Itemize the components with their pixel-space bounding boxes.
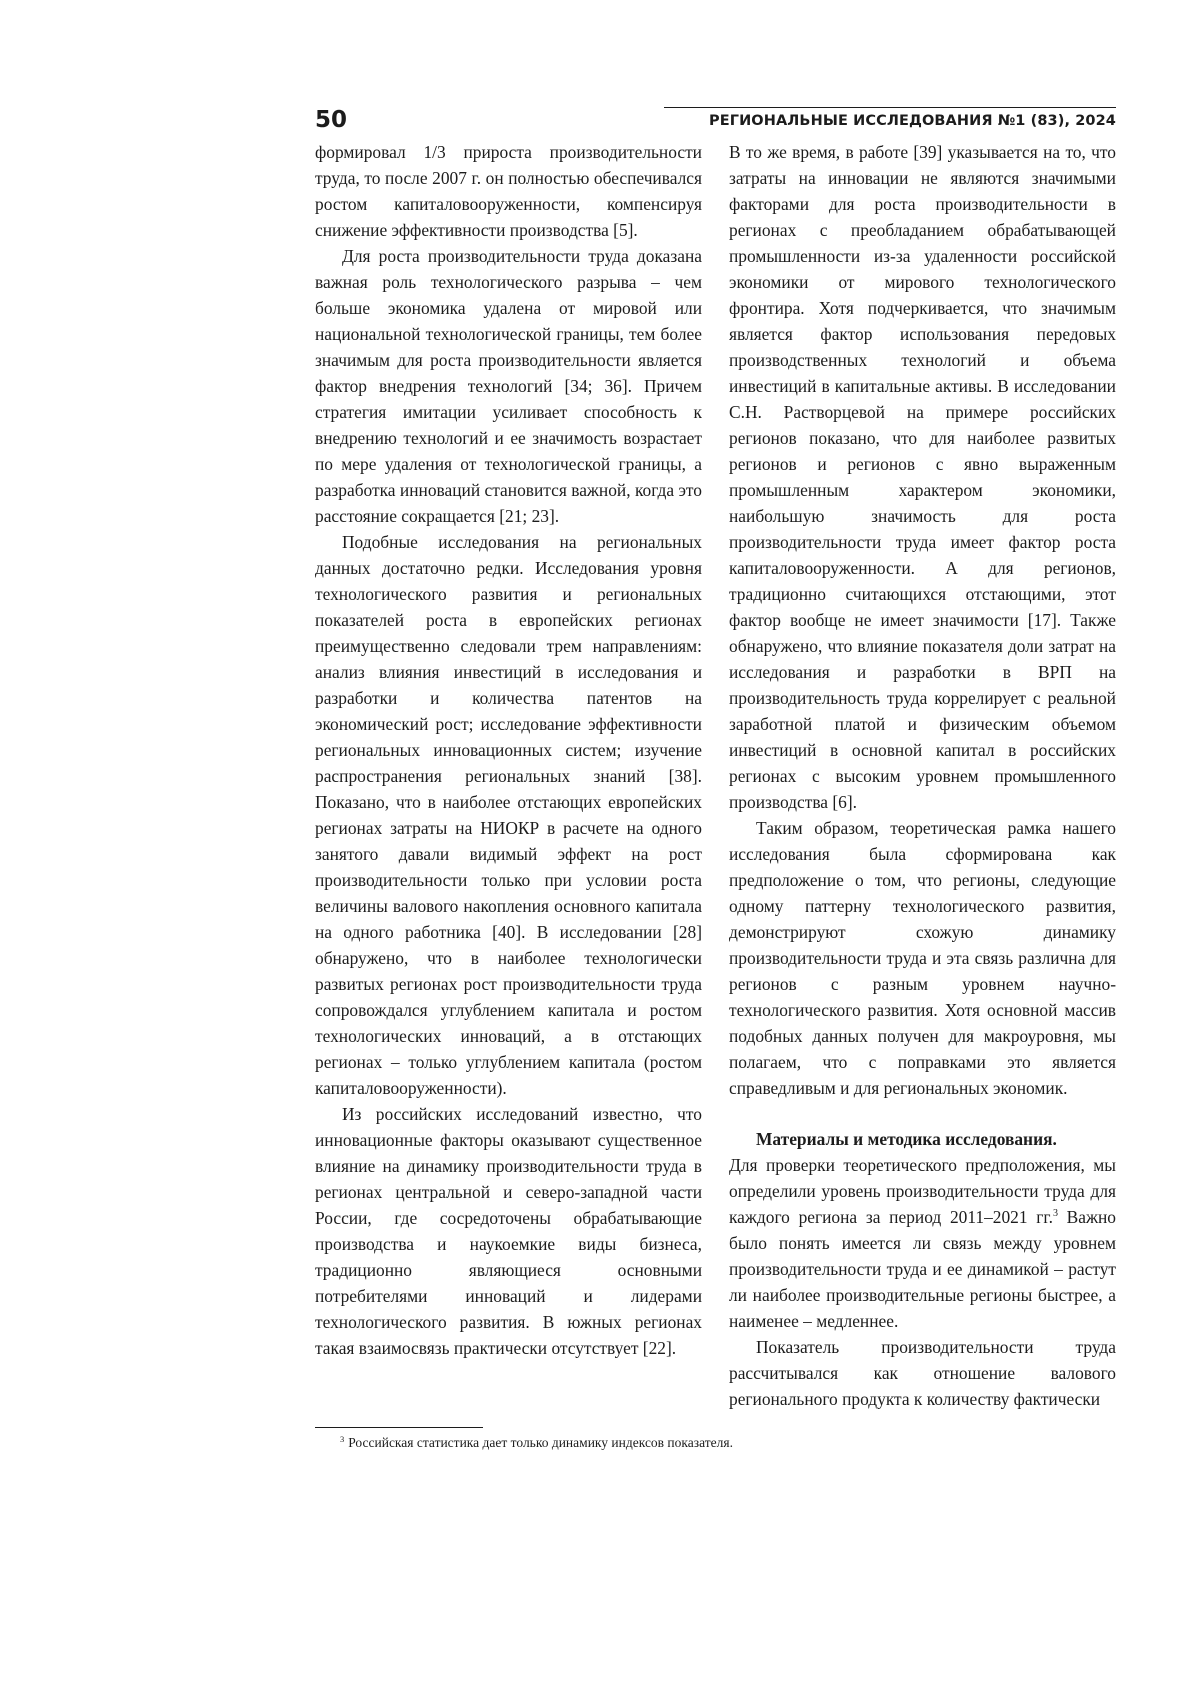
footnote-text: Российская статистика дает только динамику индексов показателя. [348,1435,733,1450]
footnote [340,1434,1116,1452]
paragraph-text: Важно было понять имеется ли связь между уровнем производительности труда и ее динамикой – растут ли наиболее производительные регионы быстрее, а наименее – медленнее. [729,1207,1117,1331]
footnote-mark: 3 [340,1434,345,1444]
left-column [315,139,702,1361]
section-heading [729,1126,1116,1152]
paragraph: Показатель производительности труда рассчитывался как отношение валового регионального продукта к количеству фактически [729,1337,1116,1409]
section-heading-text: Материалы и методика исследования. [756,1129,1057,1149]
journal-running-head: РЕГИОНАЛЬНЫЕ ИССЛЕДОВАНИЯ №1 (83), 2024 [709,113,1116,129]
footnote-rule [315,1427,483,1428]
paragraph-text: Для проверки теоретического предположения, мы определили уровень производительности труда для каждого региона за период 2011–2021 гг. [729,1155,1116,1227]
footnote-reference: 3 [1052,1208,1058,1219]
paragraph: Для роста производительности труда доказана важная роль технологического разрыва – чем больше экономика удалена от мировой или национальной технологической границы, тем более значимым для роста производительности является фактор внедрения технологий [34; 36]. Причем стратегия имитации усиливает способность к внедрению технологий и ее значимость возрастает по мере удаления от технологической границы, а разработка инноваций становится важной, когда это расстояние сокращается [21; 23]. [315,246,702,526]
paragraph: Таким образом, теоретическая рамка нашего исследования была сформирована как предположение о том, что регионы, следующие одному паттерну технологического развития, демонстрируют схожую динамику производительности труда и эта связь различна для регионов с разным уровнем научно-технологического развития. Хотя основной массив подобных данных получен для макроуровня, мы полагаем, что с поправками это является справедливым и для региональных экономик. [729,818,1116,1098]
paragraph: Подобные исследования на региональных данных достаточно редки. Исследования уровня технологического развития и региональных показателей роста в европейских регионах преимущественно следовали трем направлениям: анализ влияния инвестиций в исследования и разработки и количества патентов на экономический рост; исследование эффективности региональных инновационных систем; изучение распространения региональных знаний [38]. Показано, что в наиболее отстающих европейских регионах затраты на НИОКР в расчете на одного занятого давали видимый эффект на рост производительности только при условии роста величины валового накопления основного капитала на одного работника [40]. В исследовании [28] обнаружено, что в наиболее технологически развитых регионах рост производительности труда сопровождался углублением капитала и ростом технологических инноваций, а в отстающих регионах – только углублением капитала (ростом капиталовооруженности). [315,532,702,1098]
paragraph: В то же время, в работе [39] указывается на то, что затраты на инновации не являются значимыми факторами для роста производительности в регионах с преобладанием обрабатывающей промышленности из-за удаленности российской экономики от мирового технологического фронтира. Хотя подчеркивается, что значимым является фактор использования передовых производственных технологий и объема инвестиций в капитальные активы. В исследовании С.Н. Растворцевой на примере российских регионов показано, что для наиболее развитых регионов и регионов с явно выраженным промышленным характером экономики, наибольшую значимость для роста производительности труда имеет фактор роста капиталовооруженности. А для регионов, традиционно считающихся отстающими, этот фактор вообще не имеет значимости [17]. Также обнаружено, что влияние показателя доли затрат на исследования и разработки в ВРП на производительность труда коррелирует с реальной заработной платой и физическим объемом инвестиций в основной капитал в российских регионах с высоким уровнем промышленного производства [6]. [729,142,1116,812]
right-column [729,139,1116,1412]
header-rule [664,107,1116,108]
paragraph [729,1152,1116,1334]
page-number: 50 [315,107,348,133]
paragraph: формировал 1/3 прироста производительности труда, то после 2007 г. он полностью обеспечивался ростом капиталовооруженности, компенсируя снижение эффективности производства [5]. [315,142,702,240]
page-header [315,108,1116,132]
paragraph: Из российских исследований известно, что инновационные факторы оказывают существенное влияние на динамику производительности труда в регионах центральной и северо-западной части России, где сосредоточены обрабатывающие производства и наукоемкие виды бизнеса, традиционно являющиеся основными потребителями инноваций и лидерами технологического развития. В южных регионах такая взаимосвязь практически отсутствует [22]. [315,1104,702,1358]
